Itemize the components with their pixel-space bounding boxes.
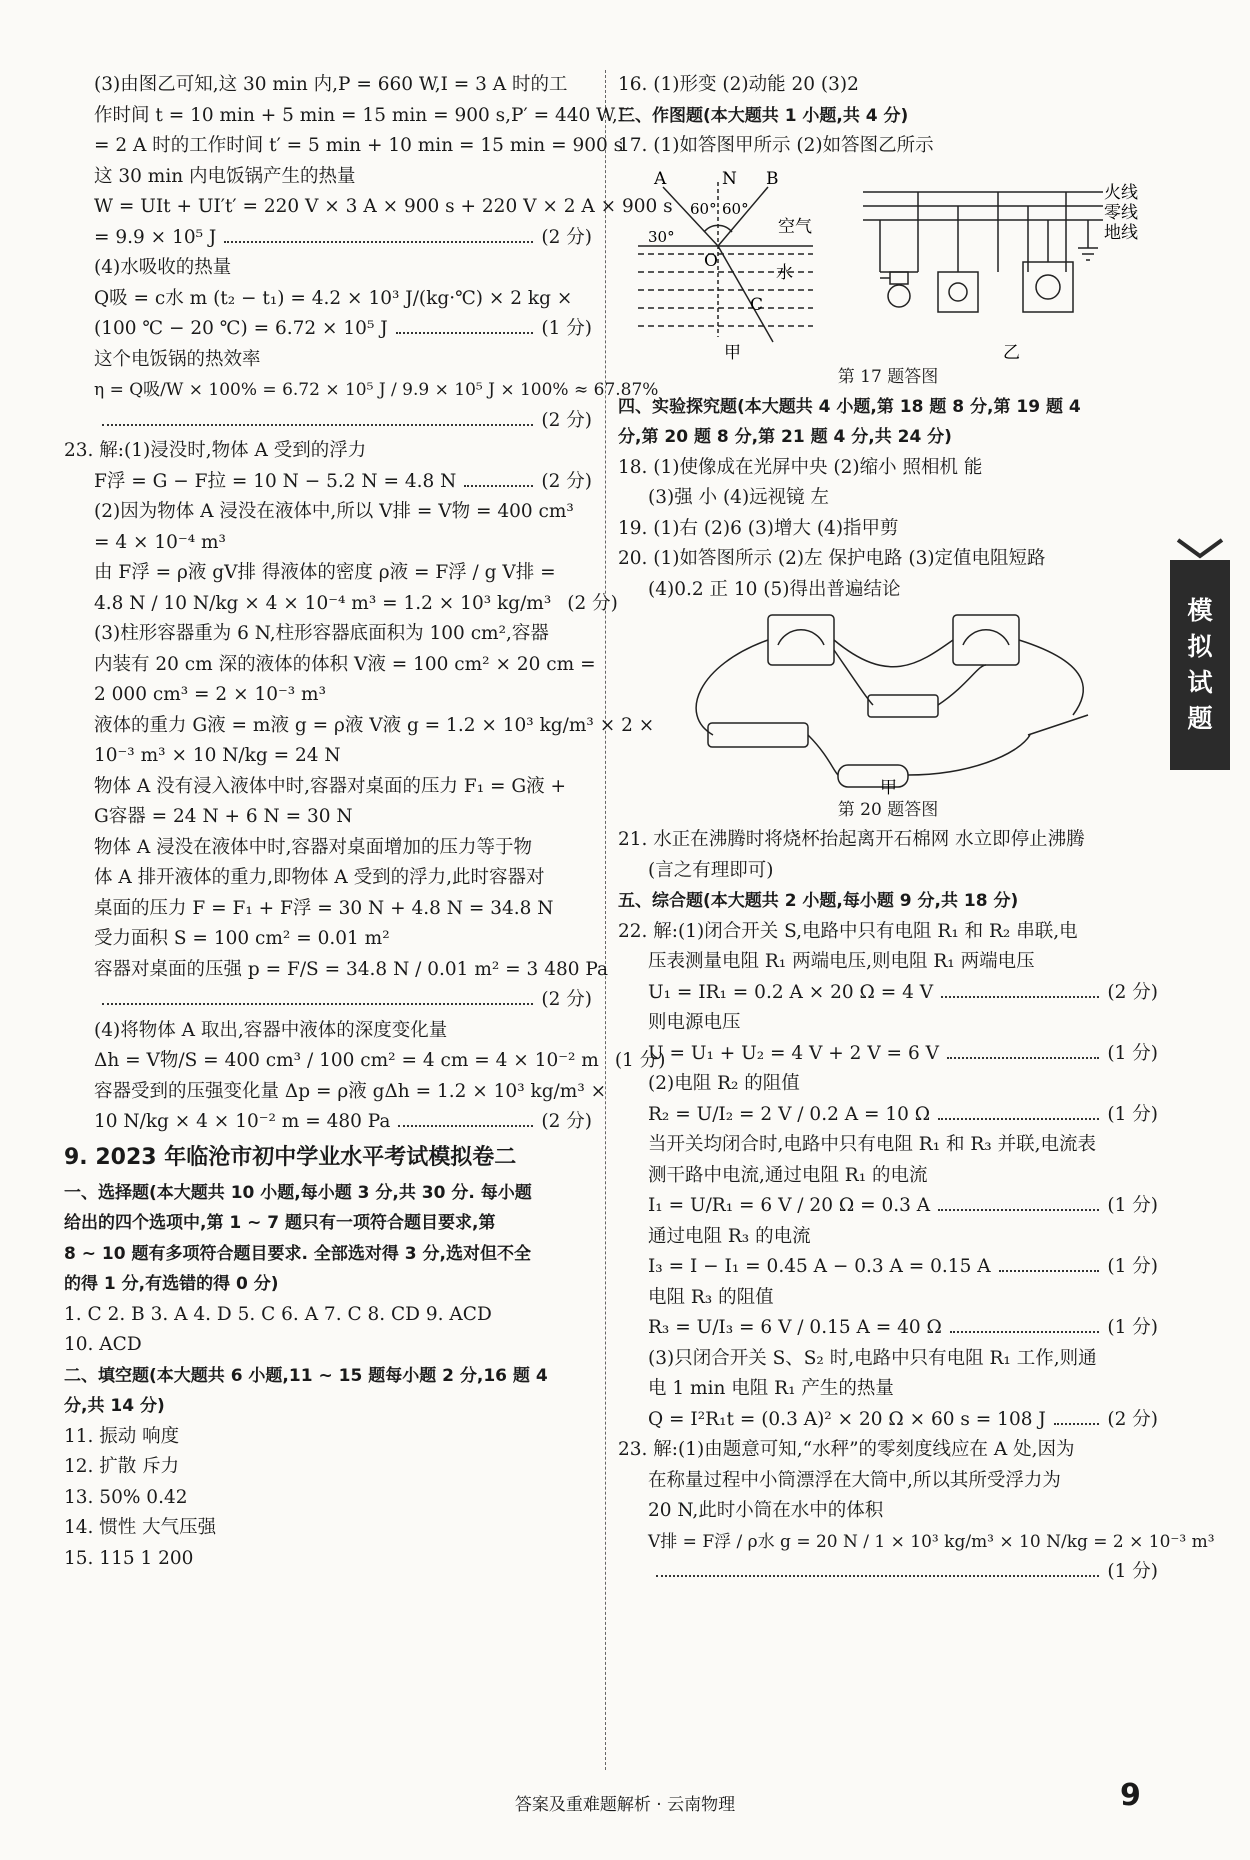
- section-heading: 分,共 14 分): [64, 1396, 165, 1416]
- score: (1 分): [1107, 1256, 1158, 1277]
- answer-line: 20. (1)如答图所示 (2)左 保护电路 (3)定值电阻短路: [618, 548, 1046, 569]
- text-line: 电阻 R₃ 的阻值: [648, 1286, 774, 1308]
- section-heading: 的得 1 分,有选错的得 0 分): [64, 1274, 279, 1294]
- label-n: N: [722, 168, 737, 189]
- sub-label: 甲: [724, 342, 741, 363]
- rheostat-icon: [708, 723, 808, 747]
- label-o: O: [704, 250, 718, 271]
- ammeter-icon: [768, 615, 834, 665]
- medium-label-water: 水: [776, 262, 793, 283]
- wire-label-live: 火线: [1104, 182, 1138, 203]
- chevron-down-icon: [1176, 538, 1224, 558]
- answer-line: 15. 115 1 200: [64, 1547, 194, 1569]
- text-line: 作时间 t = 10 min + 5 min = 15 min = 900 s,P′ = 440 W,I′: [94, 104, 630, 126]
- text-line: = 2 A 时的工作时间 t′ = 5 min + 10 min = 15 min = 900 s: [94, 135, 624, 156]
- text-line: 液体的重力 G液 = m液 g = ρ液 V液 g = 1.2 × 10³ kg/m³ × 2 ×: [94, 714, 655, 736]
- figure-caption: 第 17 题答图: [837, 366, 939, 387]
- text-line: 则电源电压: [648, 1012, 741, 1033]
- score: (2 分): [541, 226, 592, 248]
- voltmeter-icon: [953, 615, 1019, 665]
- scored-line: (100 ℃ − 20 ℃) = 6.72 × 10⁵ J (1 分): [64, 314, 592, 345]
- text-line: 这 30 min 内电饭锅产生的热量: [94, 165, 356, 187]
- column-divider: [605, 70, 606, 1770]
- text-line: 这个电饭锅的热效率: [94, 348, 261, 370]
- text-line: (2)电阻 R₂ 的阻值: [648, 1073, 800, 1094]
- page-footer: 答案及重难题解析 · 云南物理: [514, 1795, 736, 1815]
- text-line: η = Q吸/W × 100% = 6.72 × 10⁵ J / 9.9 × 10⁵ J × 100% ≈ 67.87%: [94, 380, 659, 400]
- text-line: 22. 解:(1)闭合开关 S,电路中只有电阻 R₁ 和 R₂ 串联,电: [618, 920, 1078, 942]
- side-tab-char: 题: [1187, 704, 1213, 733]
- answer-line: 1. C 2. B 3. A 4. D 5. C 6. A 7. C 8. CD 9. ACD: [64, 1303, 492, 1325]
- text-line: 电 1 min 电阻 R₁ 产生的热量: [648, 1378, 894, 1399]
- answer-line: 14. 惯性 大气压强: [64, 1517, 217, 1538]
- text-line: 10⁻³ m³ × 10 N/kg = 24 N: [94, 745, 341, 766]
- figure-20-circuit: [618, 605, 1158, 798]
- answer-line: 11. 振动 响度: [64, 1425, 180, 1447]
- section-heading: 一、选择题(本大题共 10 小题,每小题 3 分,共 30 分. 每小题: [64, 1182, 532, 1203]
- section-heading: 四、实验探究题(本大题共 4 小题,第 18 题 8 分,第 19 题 4: [618, 396, 1081, 417]
- text-line: 体 A 排开液体的重力,即物体 A 受到的浮力,此时容器对: [94, 867, 545, 888]
- answer-line: 13. 50% 0.42: [64, 1486, 188, 1508]
- answer-line: 19. (1)右 (2)6 (3)增大 (4)指甲剪: [618, 517, 899, 539]
- battery-icon: [838, 765, 908, 787]
- text-line: 物体 A 没有浸入液体中时,容器对桌面的压力 F₁ = G液 +: [94, 775, 567, 797]
- answer-line: 17. (1)如答图甲所示 (2)如答图乙所示: [618, 135, 934, 156]
- answer-line: 21. 水正在沸腾时将烧杯抬起离开石棉网 水立即停止沸腾: [618, 829, 1085, 850]
- text-line: 20 N,此时小筒在水中的体积: [648, 1500, 884, 1521]
- text-line: = 4 × 10⁻⁴ m³: [94, 531, 226, 553]
- scored-line: 10 N/kg × 4 × 10⁻² m = 480 Pa (2 分): [64, 1107, 592, 1138]
- scored-line: I₃ = I − I₁ = 0.45 A − 0.3 A = 0.15 A (1 分): [618, 1252, 1158, 1283]
- text-line: (4)将物体 A 取出,容器中液体的深度变化量: [94, 1019, 448, 1041]
- answer-line: 12. 扩散 斥力: [64, 1456, 180, 1477]
- text-line: 2 000 cm³ = 2 × 10⁻³ m³: [94, 684, 327, 705]
- scored-line: F浮 = G − F拉 = 10 N − 5.2 N = 4.8 N (2 分): [64, 467, 592, 498]
- text-line: W = UIt + UI′t′ = 220 V × 3 A × 900 s + 220 V × 2 A × 900 s: [94, 196, 673, 217]
- side-tab: [1170, 560, 1230, 770]
- figure-17: [618, 162, 1158, 362]
- answer-line: (言之有理即可): [648, 859, 774, 881]
- text-line: 内装有 20 cm 深的液体的体积 V液 = 100 cm² × 20 cm =: [94, 653, 596, 675]
- score: (2 分): [541, 470, 592, 492]
- page-number: 9: [1120, 1778, 1141, 1813]
- angle-label: 30°: [648, 227, 675, 246]
- score: (2 分): [541, 989, 592, 1010]
- score: (1 分): [1107, 1561, 1158, 1582]
- medium-label-air: 空气: [778, 216, 812, 237]
- section-heading: 8 ~ 10 题有多项符合题目要求. 全部选对得 3 分,选对但不全: [64, 1243, 531, 1264]
- text-line: (3)柱形容器重为 6 N,柱形容器底面积为 100 cm²,容器: [94, 623, 549, 644]
- score: (2 分): [541, 409, 592, 431]
- score: (1 分): [1107, 1103, 1158, 1125]
- scored-line: [618, 1557, 1158, 1588]
- section-heading: 给出的四个选项中,第 1 ~ 7 题只有一项符合题目要求,第: [64, 1213, 496, 1233]
- scored-line: I₁ = U/R₁ = 6 V / 20 Ω = 0.3 A (1 分): [618, 1191, 1158, 1222]
- text-line: 23. 解:(1)浸没时,物体 A 受到的浮力: [64, 440, 367, 461]
- text-line: (3)由图乙可知,这 30 min 内,P = 660 W,I = 3 A 时的工: [94, 74, 568, 95]
- section-heading: 分,第 20 题 8 分,第 21 题 4 分,共 24 分): [618, 427, 952, 447]
- scored-line: U = U₁ + U₂ = 4 V + 2 V = 6 V (1 分): [618, 1039, 1158, 1070]
- text-line: 由 F浮 = ρ液 gV排 得液体的密度 ρ液 = F浮 / g V排 =: [94, 562, 556, 583]
- section-heading: 五、综合题(本大题共 2 小题,每小题 9 分,共 18 分): [618, 891, 1019, 911]
- label-c: C: [750, 294, 764, 315]
- text-line: 物体 A 浸没在液体中时,容器对桌面增加的压力等于物: [94, 836, 533, 858]
- wiring-diagram: [863, 192, 1103, 312]
- text-line: G容器 = 24 N + 6 N = 30 N: [94, 806, 353, 827]
- switch-icon: [1028, 715, 1088, 735]
- text-line: (2)因为物体 A 浸没在液体中,所以 V排 = V物 = 400 cm³: [94, 501, 574, 522]
- scored-line: Δh = V物/S = 400 cm³ / 100 cm² = 4 cm = 4 × 10⁻² m (1 分): [64, 1046, 592, 1077]
- scored-line: Q = I²R₁t = (0.3 A)² × 20 Ω × 60 s = 108 J (2 分): [618, 1405, 1158, 1436]
- side-tab-char: 拟: [1187, 632, 1213, 661]
- scored-line: [64, 406, 592, 437]
- scored-line: = 9.9 × 10⁵ J (2 分): [64, 223, 592, 254]
- answer-line: 16. (1)形变 (2)动能 20 (3)2: [618, 74, 859, 95]
- resistor-icon: [868, 695, 938, 717]
- wire-label-ground: 地线: [1104, 222, 1138, 243]
- text-line: 桌面的压力 F = F₁ + F浮 = 30 N + 4.8 N = 34.8 N: [94, 897, 554, 919]
- score: (2 分): [1107, 981, 1158, 1003]
- angle-label: 60°: [722, 199, 749, 218]
- scored-line: R₃ = U/I₃ = 6 V / 0.15 A = 40 Ω (1 分): [618, 1313, 1158, 1344]
- scored-line: R₂ = U/I₂ = 2 V / 0.2 A = 10 Ω (1 分): [618, 1100, 1158, 1131]
- left-column: [64, 70, 673, 1574]
- label-b: B: [766, 168, 779, 189]
- text-line: Q吸 = c水 m (t₂ − t₁) = 4.2 × 10³ J/(kg·℃) × 2 kg ×: [94, 287, 573, 309]
- label-a: A: [654, 168, 667, 189]
- text-line: 容器受到的压强变化量 Δp = ρ液 gΔh = 1.2 × 10³ kg/m³ ×: [94, 1080, 607, 1102]
- text-line: 通过电阻 R₃ 的电流: [648, 1225, 811, 1247]
- text-line: (3)只闭合开关 S、S₂ 时,电路中只有电阻 R₁ 工作,则通: [648, 1347, 1097, 1369]
- text-line: 容器对桌面的压强 p = F/S = 34.8 N / 0.01 m² = 3 480 Pa: [94, 958, 609, 980]
- scored-line: U₁ = IR₁ = 0.2 A × 20 Ω = 4 V (2 分): [618, 978, 1158, 1009]
- figure-20: [618, 605, 1158, 798]
- text-line: 当开关均闭合时,电路中只有电阻 R₁ 和 R₃ 并联,电流表: [648, 1134, 1096, 1155]
- figure-caption: 第 20 题答图: [837, 800, 939, 820]
- angle-label: 60°: [690, 199, 717, 218]
- answer-line: (4)0.2 正 10 (5)得出普遍结论: [648, 578, 901, 600]
- wire-label-neutral: 零线: [1104, 202, 1138, 223]
- right-column: [618, 70, 1215, 1588]
- score: (2 分): [1107, 1408, 1158, 1430]
- scored-line: [64, 985, 592, 1016]
- sub-label: 乙: [1003, 342, 1020, 363]
- side-tab-char: 试: [1187, 668, 1213, 697]
- score: (1 分): [614, 1050, 666, 1071]
- answer-line: (3)强 小 (4)远视镜 左: [648, 487, 830, 508]
- section-title: 9. 2023 年临沧市初中学业水平考试模拟卷二: [64, 1144, 517, 1170]
- section-heading: 三、作图题(本大题共 1 小题,共 4 分): [618, 105, 909, 126]
- text-line: 压表测量电阻 R₁ 两端电压,则电阻 R₁ 两端电压: [648, 951, 1035, 972]
- figure-17-diagram: [618, 162, 1158, 362]
- score: (1 分): [1107, 1317, 1158, 1338]
- section-heading: 二、填空题(本大题共 6 小题,11 ~ 15 题每小题 2 分,16 题 4: [64, 1365, 548, 1386]
- answer-line: 18. (1)使像成在光屏中央 (2)缩小 照相机 能: [618, 456, 983, 478]
- text-line: V排 = F浮 / ρ水 g = 20 N / 1 × 10³ kg/m³ × 10 N/kg = 2 × 10⁻³ m³: [648, 1531, 1215, 1552]
- text-line: (4)水吸收的热量: [94, 257, 232, 278]
- score: (1 分): [541, 318, 592, 339]
- score: (2 分): [567, 592, 618, 614]
- text-line: 受力面积 S = 100 cm² = 0.01 m²: [94, 928, 390, 949]
- score: (1 分): [1107, 1042, 1158, 1064]
- answer-line: 10. ACD: [64, 1334, 142, 1355]
- scored-line: 4.8 N / 10 N/kg × 4 × 10⁻⁴ m³ = 1.2 × 10³ kg/m³ (2 分): [64, 589, 592, 620]
- score: (1 分): [1107, 1195, 1158, 1216]
- score: (2 分): [541, 1111, 592, 1132]
- text-line: 23. 解:(1)由题意可知,“水秤”的零刻度线应在 A 处,因为: [618, 1439, 1075, 1460]
- side-tab-char: 模: [1187, 596, 1213, 625]
- text-line: 测干路中电流,通过电阻 R₁ 的电流: [648, 1164, 928, 1186]
- sub-label: 甲: [880, 778, 897, 798]
- text-line: 在称量过程中小筒漂浮在大筒中,所以其所受浮力为: [648, 1469, 1061, 1491]
